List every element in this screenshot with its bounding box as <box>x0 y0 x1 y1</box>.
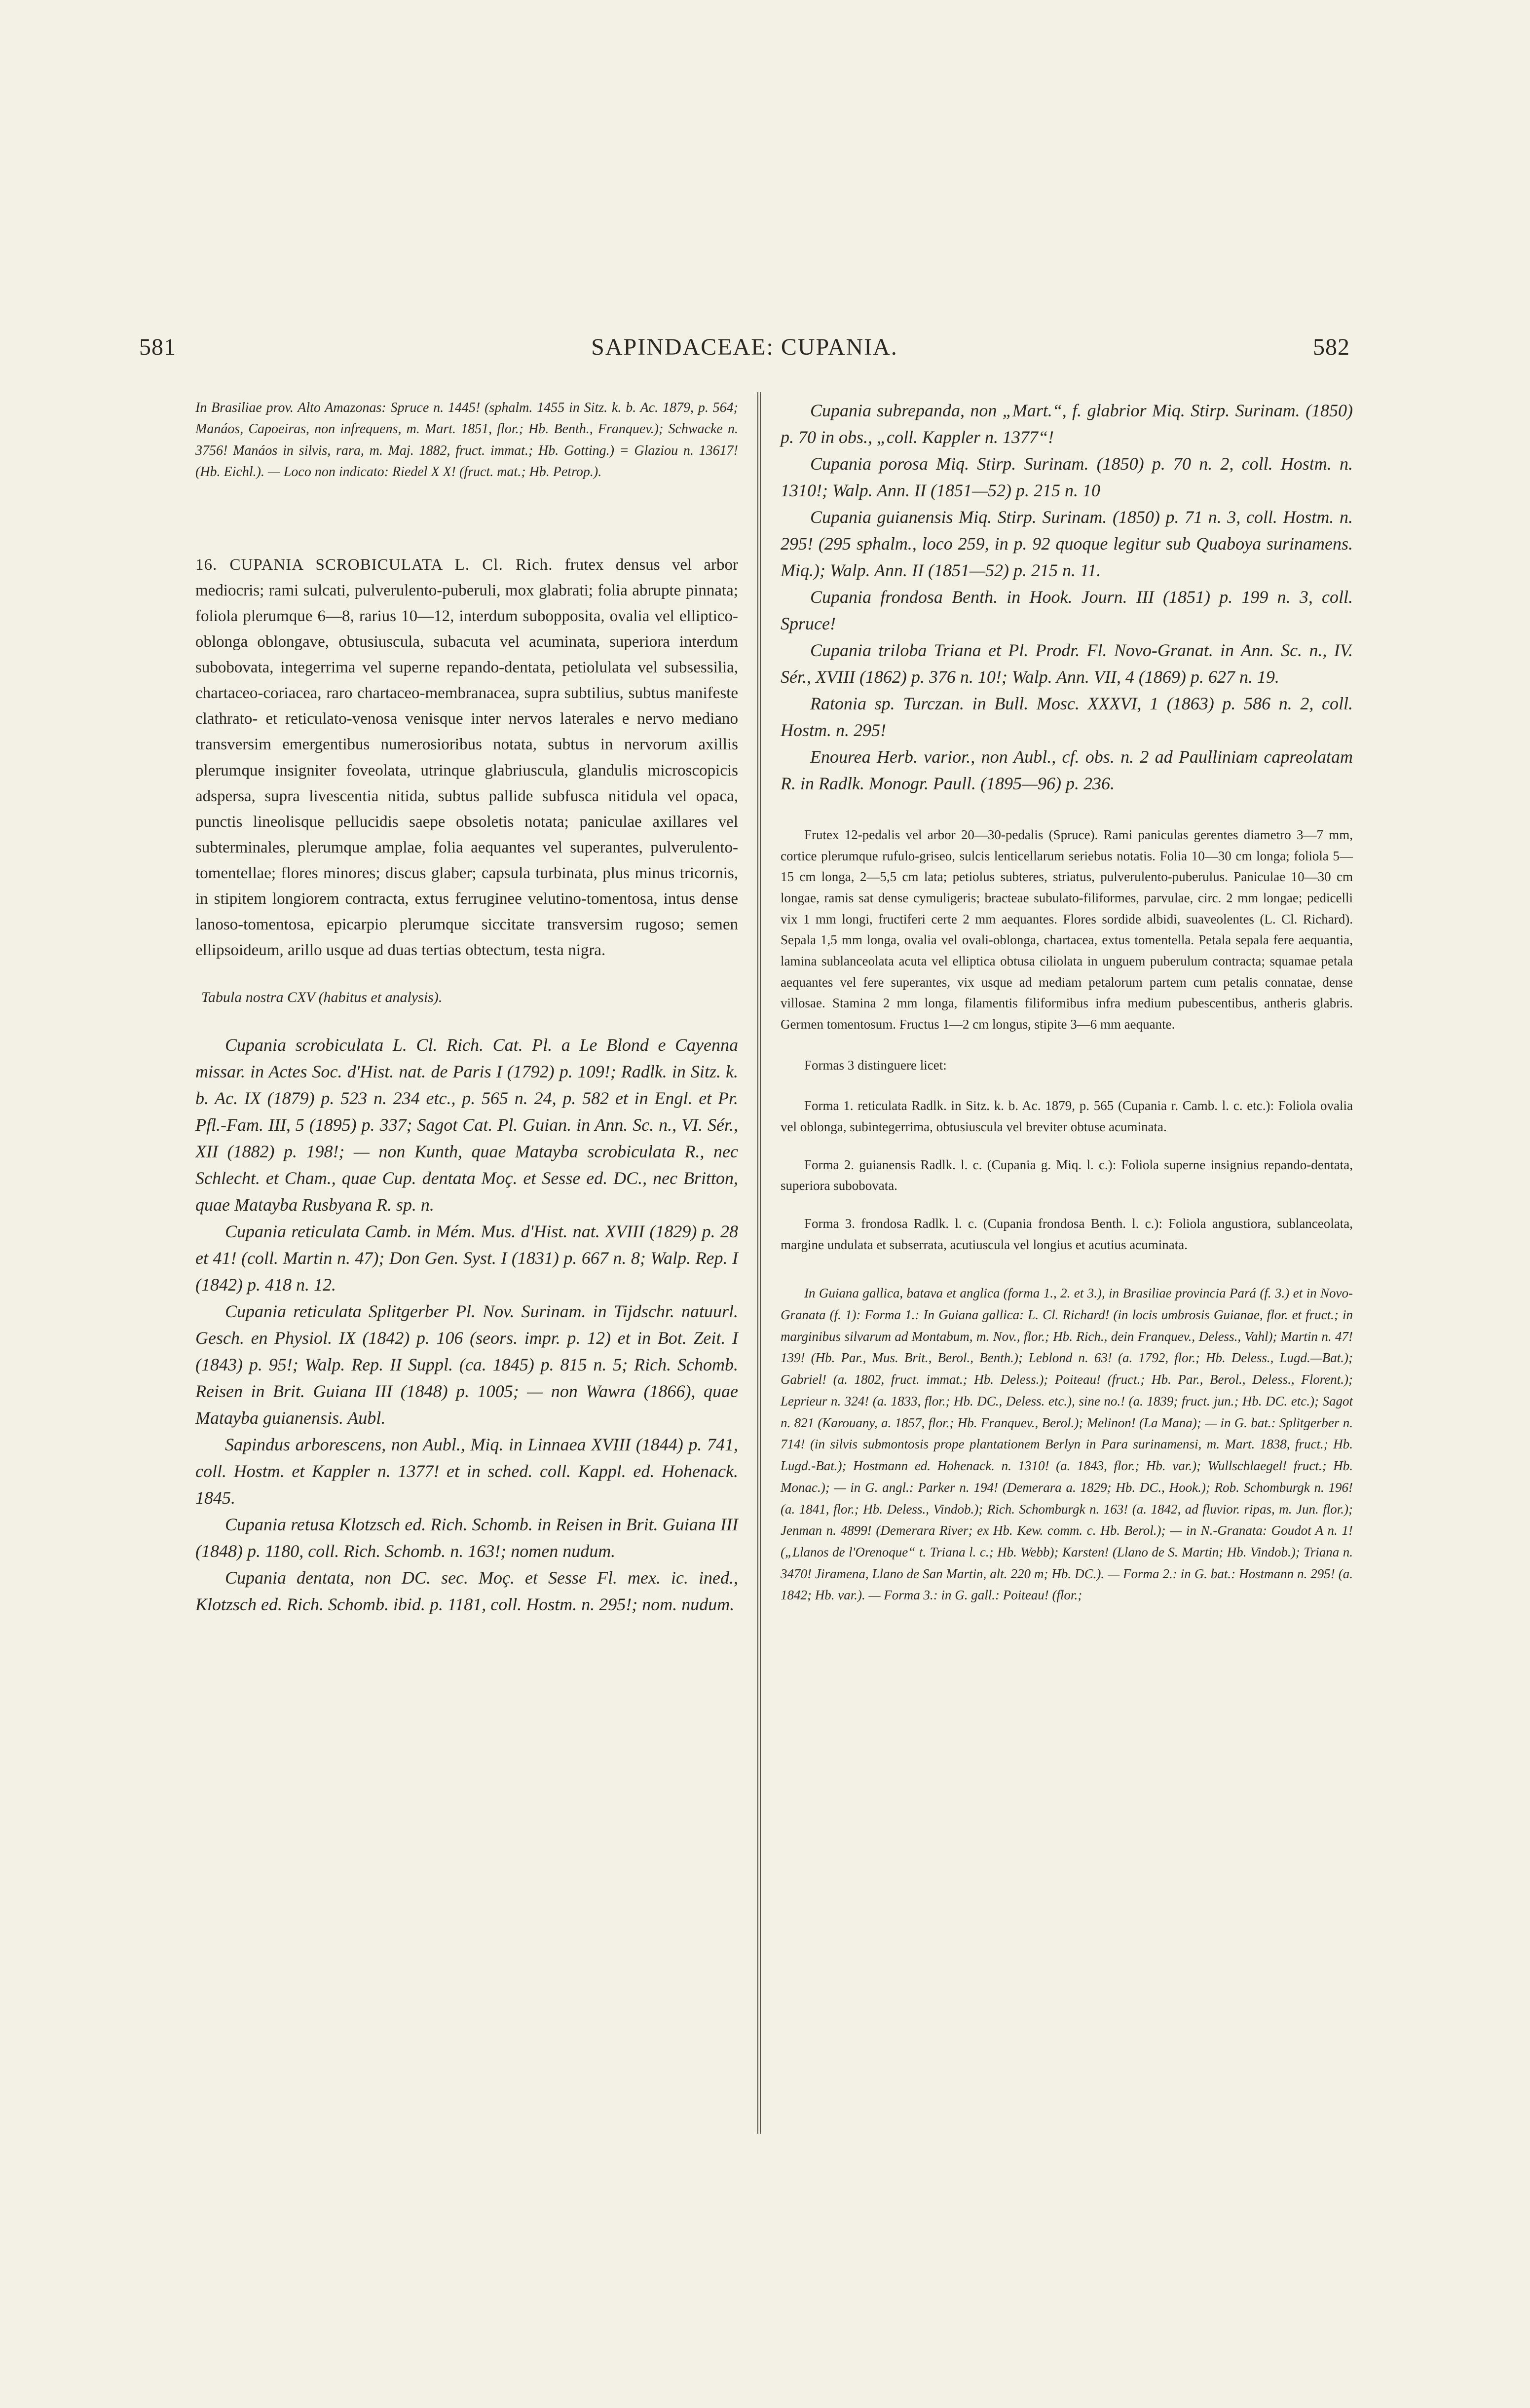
page-number-left: 581 <box>139 334 176 360</box>
synonym-entry: Ratonia sp. Turczan. in Bull. Mosc. XXXVI, 1 (1863) p. 586 n. 2, coll. Hostm. n. 295! <box>781 694 1353 740</box>
species-description <box>195 552 738 963</box>
morphology-description: Frutex 12-pedalis vel arbor 20—30-pedalis (Spruce). Rami paniculas gerentes diametro 3—7 mm, cortice plerumque rufulo-griseo, sulcis lenticellarum seriebus notatis. Folia 10—30 cm longa; foliola 5—15 cm longa, 2—5,5 cm lata; petiolus subteres, striatus, pulverulento-puberulus. Paniculae 10—30 cm longae, ramis sat dense cymuligeris; bracteae subulato-filiformes, parvulae, circ. 2 mm longae; pedicelli vix 1 mm longi, fructiferi certe 2 mm aequantes. Flores sordide albidi, suaveolentes (L. Cl. Richard). Sepala 1,5 mm longa, ovalia vel ovali-oblonga, chartacea, extus tomentella. Petala sepala fere aequantia, lamina sublanceolata acuta vel elliptica obtusa ciliolata in unguem puberulum contracta; squamae petala aequantes vel fere superantes, vix usque ad mediam petalorum partem cum petalis connatae, dense villosae. Stamina 2 mm longa, filamentis filiformibus infra medium pubescentibus, antheris glabris. Germen tomentosum. Fructus 1—2 cm longus, stipite 3—6 mm aequante. <box>781 827 1353 1032</box>
synonym-entry: Cupania subrepanda, non „Mart.“, f. glabrior Miq. Stirp. Surinam. (1850) p. 70 in obs., „coll. Kappler n. 1377“! <box>781 401 1353 447</box>
forma-entry: Forma 3. frondosa Radlk. l. c. (Cupania frondosa Benth. l. c.): Foliola angustiora, sublanceolata, margine undulata et subserrata, acutiuscula vel longius et acutius acuminata. <box>781 1216 1353 1252</box>
synonym-entry: Cupania reticulata Camb. in Mém. Mus. d'Hist. nat. XVIII (1829) p. 28 et 41! (coll. Martin n. 47); Don Gen. Syst. I (1831) p. 667 n. 8; Walp. Rep. I (1842) p. 418 n. 12. <box>195 1221 738 1295</box>
synonym-entry: Cupania guianensis Miq. Stirp. Surinam. (1850) p. 71 n. 3, coll. Hostm. n. 295! (295 sphalm., loco 259, in p. 92 quoque legitur sub Quaboya surinamens. Miq.); Walp. Ann. II (1851—52) p. 215 n. 11. <box>781 507 1353 580</box>
page-number-right: 582 <box>1313 334 1350 360</box>
distribution-text: In Guiana gallica, batava et anglica (forma 1., 2. et 3.), in Brasiliae provincia Pará (f. 3.) et in Novo-Granata (f. 1): Forma 1.: In Guiana gallica: L. Cl. Richard! (in locis umbrosis Guianae, flor. et fruct.; in marginibus silvarum ad Montabum, m. Nov., flor.; Hb. Rich., dein Franquev., Deless., Vahl); Martin n. 47! 139! (Hb. Par., Mus. Brit., Berol., Benth.); Leblond n. 63! (a. 1792, flor.; Hb. Deless., Lugd.—Bat.); Gabriel! (a. 1802, fruct. immat.; Hb. Deless.); Poiteau! (fruct.; Hb. Par., Berol., Deless., Florent.); Leprieur n. 324! (a. 1833, flor.; Hb. DC., Deless. etc.), sine no.! (a. 1839; fruct. jun.; Hb. DC. etc.); Sagot n. 821 (Karouany, a. 1857, flor.; Hb. Franquev., Berol.); Melinon! (La Mana); — in G. bat.: Splitgerber n. 714! (in silvis submontosis prope plantationem Berlyn in Para surinamensi, m. Mart. 1838, fruct.; Hb. Lugd.-Bat.); Hostmann ed. Hohenack. n. 1310! (a. 1843, flor.; Hb. var.); Wullschlaegel! fruct.; Hb. Monac.); — in G. angl.: Parker n. 194! (Demerara a. 1829; Hb. DC., Hook.); Rob. Schomburgk n. 196! (a. 1841, flor.; Hb. Deless., Vindob.); Rich. Schomburgk n. 163! (a. 1842, ad fluvior. ripas, m. Jun. flor.); Jenman n. 4899! (Demerara River; ex Hb. Kew. comm. c. Hb. Berol.); — in N.-Granata: Goudot A n. 1! („Llanos de l'Orenoque“ t. Triana l. c.; Hb. Webb); Karsten! (Llano de S. Martin; Hb. Vindob.); Triana n. 3470! Jiramena, Llano de San Martin, alt. 220 m; Hb. DC.). — Forma 2.: in G. bat.: Hostmann n. 295! (a. 1842; Hb. var.). — Forma 3.: in G. gall.: Poiteau! (flor.; <box>781 1286 1353 1603</box>
synonym-entry: Cupania frondosa Benth. in Hook. Journ. III (1851) p. 199 n. 3, coll. Spruce! <box>781 587 1353 633</box>
intro-block: In Brasiliae prov. Alto Amazonas: Spruce n. 1445! (sphalm. 1455 in Sitz. k. b. Ac. 1879, p. 564; Manáos, Capoeiras, non infrequens, m. Mart. 1851, flor.; Hb. Benth., Franquev.); Schwacke n. 3756! Manáos in silvis, rara, m. Maj. 1882, fruct. immat.; Hb. Gotting.) = Glaziou n. 13617! (Hb. Eichl.). — Loco non indicato: Riedel X X! (fruct. mat.; Hb. Petrop.). <box>195 400 738 480</box>
right-column <box>781 397 1353 1606</box>
synonym-entry: Cupania triloba Triana et Pl. Prodr. Fl. Novo-Granat. in Ann. Sc. n., IV. Sér., XVIII (1862) p. 376 n. 10!; Walp. Ann. VII, 4 (1869) p. 627 n. 19. <box>781 640 1353 687</box>
synonym-entry: Cupania retusa Klotzsch ed. Rich. Schomb. in Reisen in Brit. Guiana III (1848) p. 1180, coll. Rich. Schomb. n. 163!; nomen nudum. <box>195 1514 738 1561</box>
formae-intro: Formas 3 distinguere licet: <box>804 1057 947 1073</box>
synonym-entry: Cupania porosa Miq. Stirp. Surinam. (1850) p. 70 n. 2, coll. Hostm. n. 1310!; Walp. Ann. II (1851—52) p. 215 n. 10 <box>781 454 1353 500</box>
tabula-reference: Tabula nostra CXV (habitus et analysis). <box>201 989 443 1005</box>
forma-entry: Forma 2. guianensis Radlk. l. c. (Cupania g. Miq. l. c.): Foliola superne insignius repando-dentata, superiora subobovata. <box>781 1157 1353 1193</box>
synonym-entry: Cupania reticulata Splitgerber Pl. Nov. Surinam. in Tijdschr. natuurl. Gesch. en Physiol. IX (1842) p. 106 (seors. impr. p. 12) et in Bot. Zeit. I (1843) p. 95!; Walp. Rep. II Suppl. (ca. 1845) p. 815 n. 5; Rich. Schomb. Reisen in Brit. Guiana III (1848) p. 1005; — non Wawra (1866), quae Matayba guianensis. Aubl. <box>195 1301 738 1428</box>
species-text: frutex densus vel arbor mediocris; rami sulcati, pulverulento-puberuli, mox glabrati; folia abrupte pinnata; foliola plerumque 6—8, rarius 10—12, interdum subopposita, ovalia vel elliptico-oblonga oblongave, obtusiuscula, subacuta vel acuminata, superiora interdum subobovata, integerrima vel superne repando-dentata, petiolulata vel subsessilia, chartaceo-coriacea, raro chartaceo-membranacea, supra subtilius, subtus manifeste clathrato- et reticulato-venosa venisque inter nervos laterales e nervo mediano transversim emergentibus numerosioribus notata, subtus in nervorum axillis plerumque insigniter foveolata, utrinque glabriuscula, glandulis microscopicis adspersa, supra livescentia nitida, subtus pallide subfusca nitidula vel opaca, punctis lineolisque pellucidis saepe obsoletis notata; paniculae axillares vel subterminales, plerumque amplae, folia aequantes vel superantes, pulverulento-tomentellae; flores minores; discus glaber; capsula turbinata, plus minus tricornis, in stipitem longiorem contracta, extus ferruginee velutino-tomentosa, intus dense lanoso-tomentosa, epicarpio plerumque siccitate transversim rugoso; semen ellipsoideum, arillo usque ad duas tertias obtectum, testa nigra. <box>195 556 739 960</box>
forma-entry: Forma 1. reticulata Radlk. in Sitz. k. b. Ac. 1879, p. 565 (Cupania r. Camb. l. c. etc.): Foliola ovalia vel oblonga, subintegerrima, obtusiuscula vel breviter obtuse acuminata. <box>781 1098 1353 1134</box>
synonym-entry: Cupania dentata, non DC. sec. Moç. et Sesse Fl. mex. ic. ined., Klotzsch ed. Rich. Schomb. ibid. p. 1181, coll. Hostm. n. 295!; nom. nudum. <box>195 1567 738 1614</box>
left-column <box>195 397 738 1618</box>
running-title: SAPINDACEAE: CUPANIA. <box>591 334 898 360</box>
column-divider <box>757 392 761 2134</box>
species-heading: 16. CUPANIA SCROBICULATA L. Cl. Rich. <box>195 556 553 574</box>
synonym-entry: Cupania scrobiculata L. Cl. Rich. Cat. Pl. a Le Blond e Cayenna missar. in Actes Soc. d'Hist. nat. de Paris I (1792) p. 109!; Radlk. in Sitz. k. b. Ac. IX (1879) p. 523 n. 234 etc., p. 565 n. 24, p. 582 et in Engl. et Pr. Pfl.-Fam. III, 5 (1895) p. 337; Sagot Cat. Pl. Guian. in Ann. Sc. n., VI. Sér., XII (1882) p. 198!; — non Kunth, quae Matayba scrobiculata R., nec Schlecht. et Cham., quae Cup. dentata Moç. et Sesse ed. DC., nec Britton, quae Matayba Rusbyana R. sp. n. <box>195 1035 738 1215</box>
page-header <box>139 333 1350 373</box>
synonym-entry: Enourea Herb. varior., non Aubl., cf. obs. n. 2 ad Paulliniam capreolatam R. in Radlk. Monogr. Paull. (1895—96) p. 236. <box>781 747 1353 793</box>
synonym-entry: Sapindus arborescens, non Aubl., Miq. in Linnaea XVIII (1844) p. 741, coll. Hostm. et Kappler n. 1377! et in sched. coll. Kappl. ed. Hohenack. 1845. <box>195 1434 738 1508</box>
